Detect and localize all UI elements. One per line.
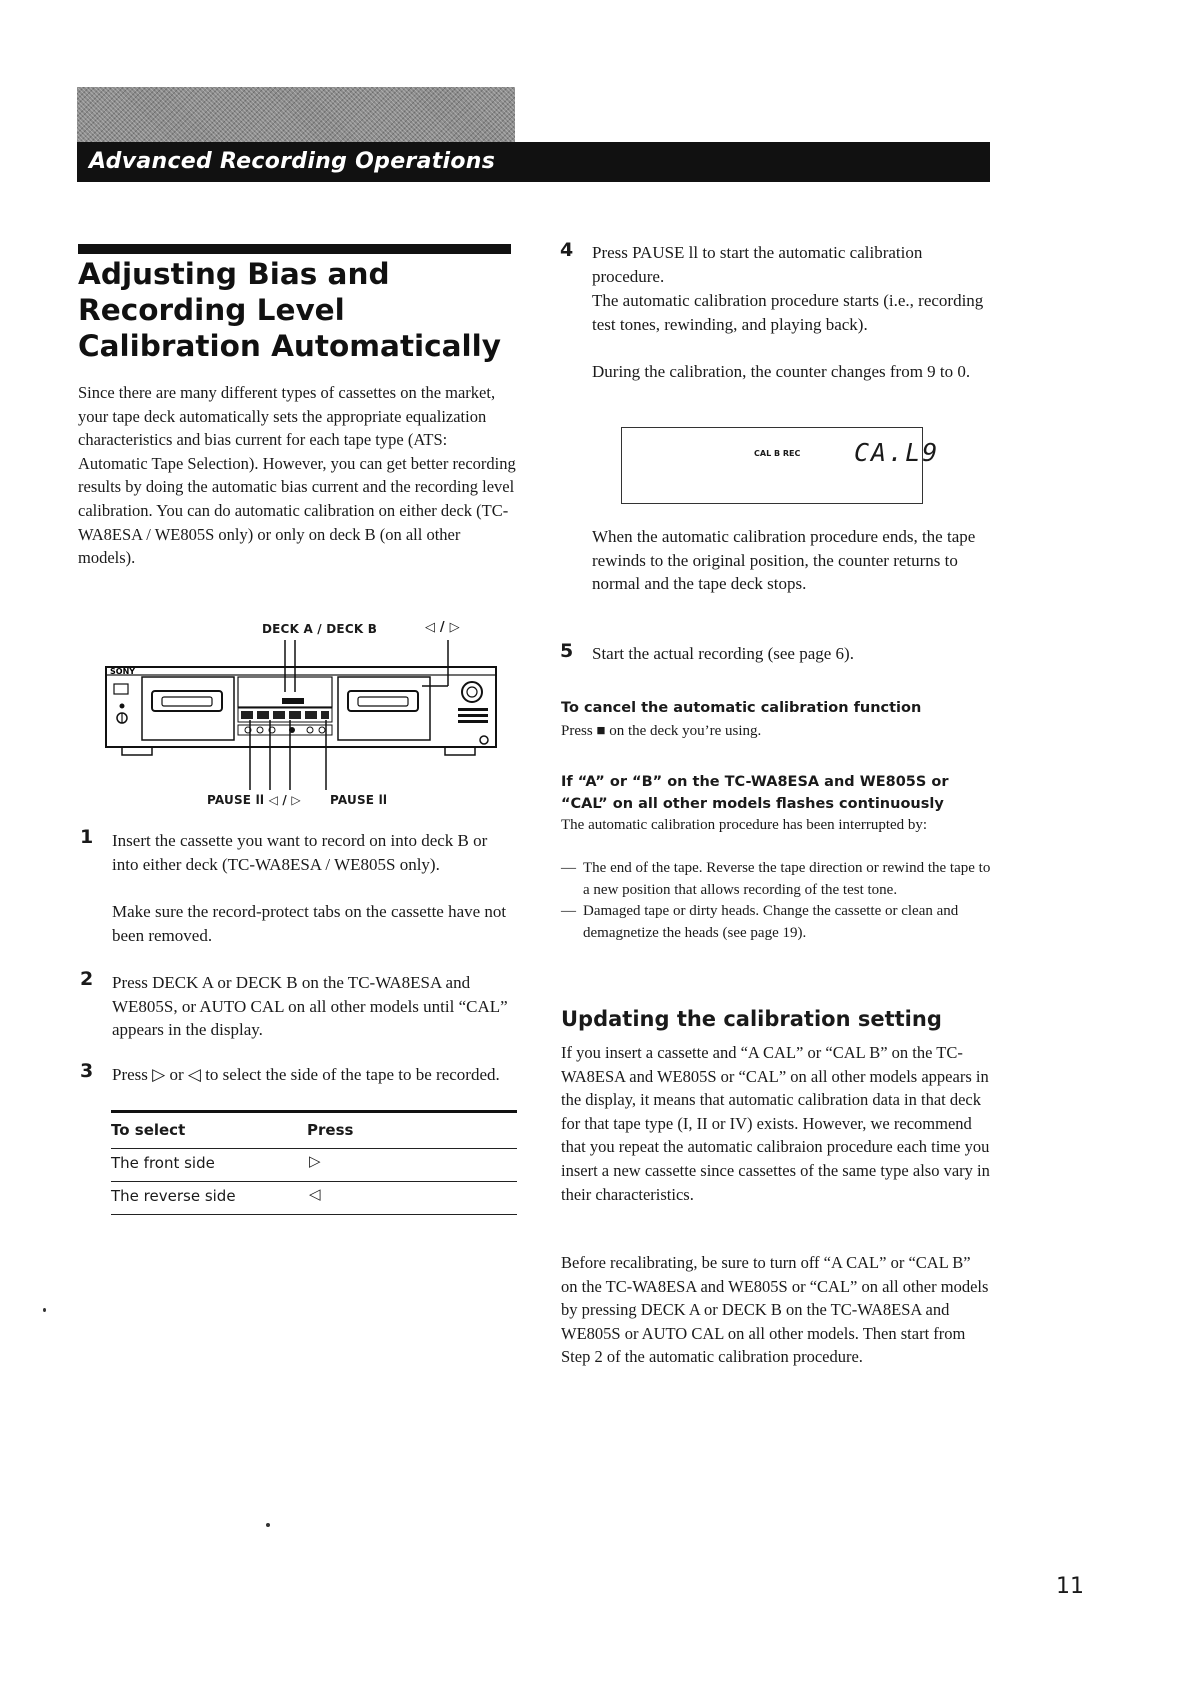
page-title: Adjusting Bias and Recording Level Calibration Automatically	[78, 257, 502, 363]
select-table-top-rule	[111, 1110, 517, 1113]
tape-deck-diagram	[100, 640, 505, 790]
updating-paragraph-2: Before recalibrating, be sure to turn off “A CAL” or “CAL B” on the TC-WA8ESA and WE805S or “CAL” on all other models by pressing DECK A or DECK B on the TC-WA8ESA and WE805S or AUTO CAL on all other models. Then start from Step 2 of the automatic calibration procedure.	[561, 1253, 989, 1367]
scan-speck	[43, 1308, 46, 1312]
brand-label: SONY	[110, 667, 136, 676]
section-title: Advanced Recording Operations	[89, 149, 496, 174]
select-table-rule	[111, 1214, 517, 1215]
diagram-label-deck: DECK A / DECK B	[262, 622, 378, 636]
title-rule	[78, 244, 511, 254]
step-4-note-2: During the calibration, the counter changes from 9 to 0.	[592, 362, 971, 381]
diagram-label-direction: ◁ / ▷	[425, 620, 460, 635]
step-1-number: 1	[80, 826, 94, 848]
step-4-text: Press PAUSE ll to start the automatic calibration procedure.	[592, 243, 923, 286]
display-counter: CA.L9	[854, 438, 940, 467]
list-item-text: Damaged tape or dirty heads. Change the cassette or clean and demagnetize the heads (see page 19).	[583, 903, 959, 941]
flash-list	[561, 858, 991, 944]
flash-text: The automatic calibration procedure has been interrupted by:	[561, 817, 928, 833]
select-table-header-press: Press	[307, 1121, 354, 1139]
list-item: — Damaged tape or dirty heads. Change the cassette or clean and demagnetize the heads (see page 19).	[561, 903, 959, 941]
flash-heading-line-2: “CAL” on all other models flashes continuously	[561, 796, 944, 812]
step-1-note: Make sure the record-protect tabs on the cassette have not been removed.	[112, 902, 507, 945]
select-table-cell: ◁	[309, 1185, 321, 1203]
updating-heading: Updating the calibration setting	[561, 1007, 942, 1031]
diagram-label-pause-direction: PAUSE ll ◁ / ▷	[207, 793, 301, 807]
step-3-number: 3	[80, 1060, 94, 1082]
display-indicators: CAL B REC	[754, 449, 801, 458]
step-4-number: 4	[560, 239, 574, 261]
step-4-note-3: When the automatic calibration procedure ends, the tape rewinds to the original position, the counter returns to normal and the tape deck stops.	[592, 527, 976, 594]
select-table-cell: The front side	[111, 1154, 215, 1172]
list-item: — The end of the tape. Reverse the tape direction or rewind the tape to a new position that allows recording of the test tone.	[561, 860, 991, 898]
calibration-display	[621, 427, 940, 504]
cancel-text: Press ■ on the deck you’re using.	[561, 723, 762, 739]
step-3-text: Press ▷ or ◁ to select the side of the tape to be recorded.	[112, 1065, 500, 1084]
select-table-cell: The reverse side	[111, 1187, 236, 1205]
step-4-note-1: The automatic calibration procedure starts (i.e., recording test tones, rewinding, and playing back).	[592, 291, 984, 334]
select-table-cell: ▷	[309, 1152, 321, 1170]
select-table-rule	[111, 1148, 517, 1149]
list-item-text: The end of the tape. Reverse the tape direction or rewind the tape to a new position that allows recording of the test tone.	[583, 860, 991, 898]
page-number: 11	[1056, 1574, 1084, 1599]
intro-paragraph: Since there are many different types of cassettes on the market, your tape deck automatically sets the appropriate equalization characteristics and bias current for each tape type (ATS: Automatic Tape Selection). However, you can get better recording results by doing the automatic bias current and the recording level calibration. You can do automatic calibration on either deck (TC-WA8ESA / WE805S only) or only on deck B (on all other models).	[78, 383, 516, 568]
updating-paragraph-1: If you insert a cassette and “A CAL” or “CAL B” on the TC-WA8ESA and WE805S or “CAL” on all other models appears in the display, it means that automatic calibration data in that deck for that tape type (I, II or IV) exists. However, we recommend that you repeat the automatic calibraion procedure each time you insert a new cassette since cassettes of the same type also vary in their characteristics.	[561, 1043, 990, 1204]
step-5-text: Start the actual recording (see page 6).	[592, 644, 854, 663]
step-5-number: 5	[560, 640, 574, 662]
step-2-number: 2	[80, 968, 94, 990]
select-table-rule	[111, 1181, 517, 1182]
cancel-heading: To cancel the automatic calibration function	[561, 700, 922, 716]
diagram-label-pause: PAUSE ll	[330, 793, 388, 807]
flash-heading-line-1: If “A” or “B” on the TC-WA8ESA and WE805S or	[561, 774, 949, 790]
step-1-text: Insert the cassette you want to record on into deck B or into either deck (TC-WA8ESA / WE805S only).	[112, 831, 488, 874]
scan-speck	[266, 1523, 270, 1527]
select-table-header-select: To select	[111, 1121, 186, 1139]
header-texture	[77, 87, 515, 143]
step-2-text: Press DECK A or DECK B on the TC-WA8ESA and WE805S, or AUTO CAL on all other models until “CAL” appears in the display.	[112, 973, 508, 1040]
